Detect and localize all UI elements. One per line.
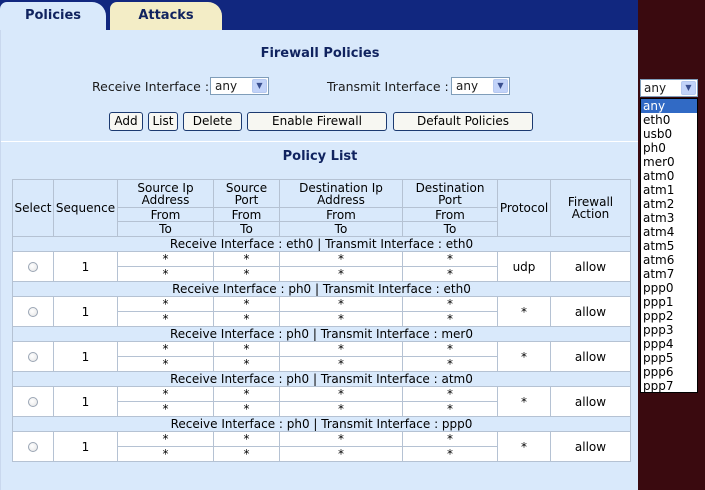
source-ip-to: * — [118, 357, 214, 372]
interface-group-label: Receive Interface : ph0 | Transmit Interface : ppp0 — [13, 417, 631, 432]
header-from: From — [214, 208, 280, 222]
header-from: From — [403, 208, 498, 222]
header-source-ip: Source Ip Address — [118, 180, 214, 208]
section-divider — [1, 141, 639, 142]
row-select-cell — [13, 432, 54, 462]
destination-port-from: * — [403, 252, 498, 267]
interface-option-ppp3[interactable]: ppp3 — [643, 323, 674, 337]
header-to: To — [118, 222, 214, 237]
source-port-to: * — [214, 312, 280, 327]
source-ip-from: * — [118, 387, 214, 402]
interface-option-usb0[interactable]: usb0 — [643, 127, 673, 141]
header-source-port: Source Port — [214, 180, 280, 208]
destination-ip-to: * — [280, 447, 403, 462]
row-select-cell — [13, 297, 54, 327]
destination-ip-from: * — [280, 432, 403, 447]
source-port-to: * — [214, 267, 280, 282]
header-destination-ip: Destination Ip Address — [280, 180, 403, 208]
tab-attacks[interactable]: Attacks — [110, 2, 222, 30]
source-ip-from: * — [118, 342, 214, 357]
interface-option-ppp5[interactable]: ppp5 — [643, 351, 674, 365]
source-port-from: * — [214, 387, 280, 402]
destination-port-from: * — [403, 387, 498, 402]
row-select-cell — [13, 252, 54, 282]
list-button[interactable]: List — [148, 112, 178, 131]
firewall-action-cell: allow — [551, 387, 631, 417]
interface-group-label: Receive Interface : ph0 | Transmit Interface : mer0 — [13, 327, 631, 342]
destination-ip-to: * — [280, 312, 403, 327]
receive-interface-value: any — [215, 79, 238, 93]
source-ip-from: * — [118, 297, 214, 312]
source-ip-to: * — [118, 402, 214, 417]
chevron-down-icon[interactable]: ▼ — [252, 79, 267, 93]
transmit-interface-select[interactable] — [451, 77, 510, 95]
interface-option-any[interactable]: any — [641, 99, 697, 113]
destination-port-to: * — [403, 447, 498, 462]
destination-port-from: * — [403, 297, 498, 312]
chevron-down-icon[interactable]: ▼ — [681, 81, 696, 95]
interface-option-atm4[interactable]: atm4 — [643, 225, 675, 239]
interface-option-ppp6[interactable]: ppp6 — [643, 365, 674, 379]
interface-dropdown-list — [640, 98, 698, 393]
destination-ip-from: * — [280, 387, 403, 402]
source-port-from: * — [214, 342, 280, 357]
policy-table — [12, 179, 631, 462]
select-radio[interactable] — [28, 397, 38, 407]
header-to: To — [403, 222, 498, 237]
destination-port-to: * — [403, 357, 498, 372]
interface-option-atm3[interactable]: atm3 — [643, 211, 675, 225]
header-to: To — [214, 222, 280, 237]
interface-option-ppp2[interactable]: ppp2 — [643, 309, 674, 323]
delete-button[interactable]: Delete — [183, 112, 242, 131]
firewall-policies-title: Firewall Policies — [260, 46, 380, 61]
sequence-cell: 1 — [54, 252, 118, 282]
source-port-from: * — [214, 297, 280, 312]
source-port-to: * — [214, 447, 280, 462]
firewall-action-cell: allow — [551, 297, 631, 327]
receive-interface-label: Receive Interface : — [92, 79, 210, 94]
interface-option-ppp7[interactable]: ppp7 — [643, 379, 674, 393]
interface-option-atm1[interactable]: atm1 — [643, 183, 675, 197]
select-radio[interactable] — [28, 442, 38, 452]
interface-dropdown[interactable] — [640, 79, 698, 97]
source-port-to: * — [214, 402, 280, 417]
source-ip-from: * — [118, 252, 214, 267]
destination-port-to: * — [403, 312, 498, 327]
policy-list-title: Policy List — [282, 149, 358, 164]
interface-option-ph0[interactable]: ph0 — [643, 141, 666, 155]
interface-group-label: Receive Interface : eth0 | Transmit Interface : eth0 — [13, 237, 631, 252]
interface-group-label: Receive Interface : ph0 | Transmit Interface : atm0 — [13, 372, 631, 387]
destination-ip-to: * — [280, 357, 403, 372]
header-to: To — [280, 222, 403, 237]
header-firewall-action: Firewall Action — [551, 180, 631, 237]
header-destination-port: Destination Port — [403, 180, 498, 208]
sequence-cell: 1 — [54, 387, 118, 417]
interface-option-atm2[interactable]: atm2 — [643, 197, 675, 211]
source-ip-to: * — [118, 312, 214, 327]
protocol-cell: * — [498, 387, 551, 417]
policies-panel — [0, 30, 638, 490]
source-port-to: * — [214, 357, 280, 372]
transmit-interface-value: any — [456, 79, 479, 93]
header-select: Select — [13, 180, 54, 237]
protocol-cell: * — [498, 432, 551, 462]
source-ip-to: * — [118, 447, 214, 462]
sequence-cell: 1 — [54, 432, 118, 462]
add-button[interactable]: Add — [109, 112, 143, 131]
select-radio[interactable] — [28, 352, 38, 362]
receive-interface-select[interactable] — [210, 77, 269, 95]
chevron-down-icon[interactable]: ▼ — [493, 79, 508, 93]
enable-firewall-button[interactable]: Enable Firewall — [247, 112, 387, 131]
interface-option-mer0[interactable]: mer0 — [643, 155, 675, 169]
interface-option-ppp0[interactable]: ppp0 — [643, 281, 674, 295]
sequence-cell: 1 — [54, 297, 118, 327]
row-select-cell — [13, 342, 54, 372]
sequence-cell: 1 — [54, 342, 118, 372]
protocol-cell: * — [498, 297, 551, 327]
select-radio[interactable] — [28, 262, 38, 272]
interface-option-atm5[interactable]: atm5 — [643, 239, 675, 253]
destination-ip-to: * — [280, 267, 403, 282]
source-ip-from: * — [118, 432, 214, 447]
header-protocol: Protocol — [498, 180, 551, 237]
interface-option-ppp1[interactable]: ppp1 — [643, 295, 674, 309]
destination-port-to: * — [403, 402, 498, 417]
destination-port-to: * — [403, 267, 498, 282]
protocol-cell: udp — [498, 252, 551, 282]
interface-option-ppp4[interactable]: ppp4 — [643, 337, 674, 351]
header-from: From — [118, 208, 214, 222]
source-port-from: * — [214, 432, 280, 447]
select-radio[interactable] — [28, 307, 38, 317]
interface-option-eth0[interactable]: eth0 — [643, 113, 671, 127]
firewall-action-cell: allow — [551, 252, 631, 282]
tab-bar — [0, 0, 638, 30]
interface-option-atm0[interactable]: atm0 — [643, 169, 675, 183]
row-select-cell — [13, 387, 54, 417]
destination-ip-from: * — [280, 297, 403, 312]
destination-port-from: * — [403, 342, 498, 357]
destination-ip-from: * — [280, 342, 403, 357]
firewall-action-cell: allow — [551, 432, 631, 462]
tab-policies[interactable]: Policies — [0, 2, 106, 30]
header-from: From — [280, 208, 403, 222]
default-policies-button[interactable]: Default Policies — [393, 112, 533, 131]
interface-option-atm6[interactable]: atm6 — [643, 253, 675, 267]
firewall-action-cell: allow — [551, 342, 631, 372]
interface-option-atm7[interactable]: atm7 — [643, 267, 675, 281]
protocol-cell: * — [498, 342, 551, 372]
source-port-from: * — [214, 252, 280, 267]
destination-ip-from: * — [280, 252, 403, 267]
interface-dropdown-value: any — [644, 81, 667, 95]
header-sequence: Sequence — [54, 180, 118, 237]
source-ip-to: * — [118, 267, 214, 282]
destination-ip-to: * — [280, 402, 403, 417]
destination-port-from: * — [403, 432, 498, 447]
transmit-interface-label: Transmit Interface : — [327, 79, 449, 94]
interface-group-label: Receive Interface : ph0 | Transmit Interface : eth0 — [13, 282, 631, 297]
